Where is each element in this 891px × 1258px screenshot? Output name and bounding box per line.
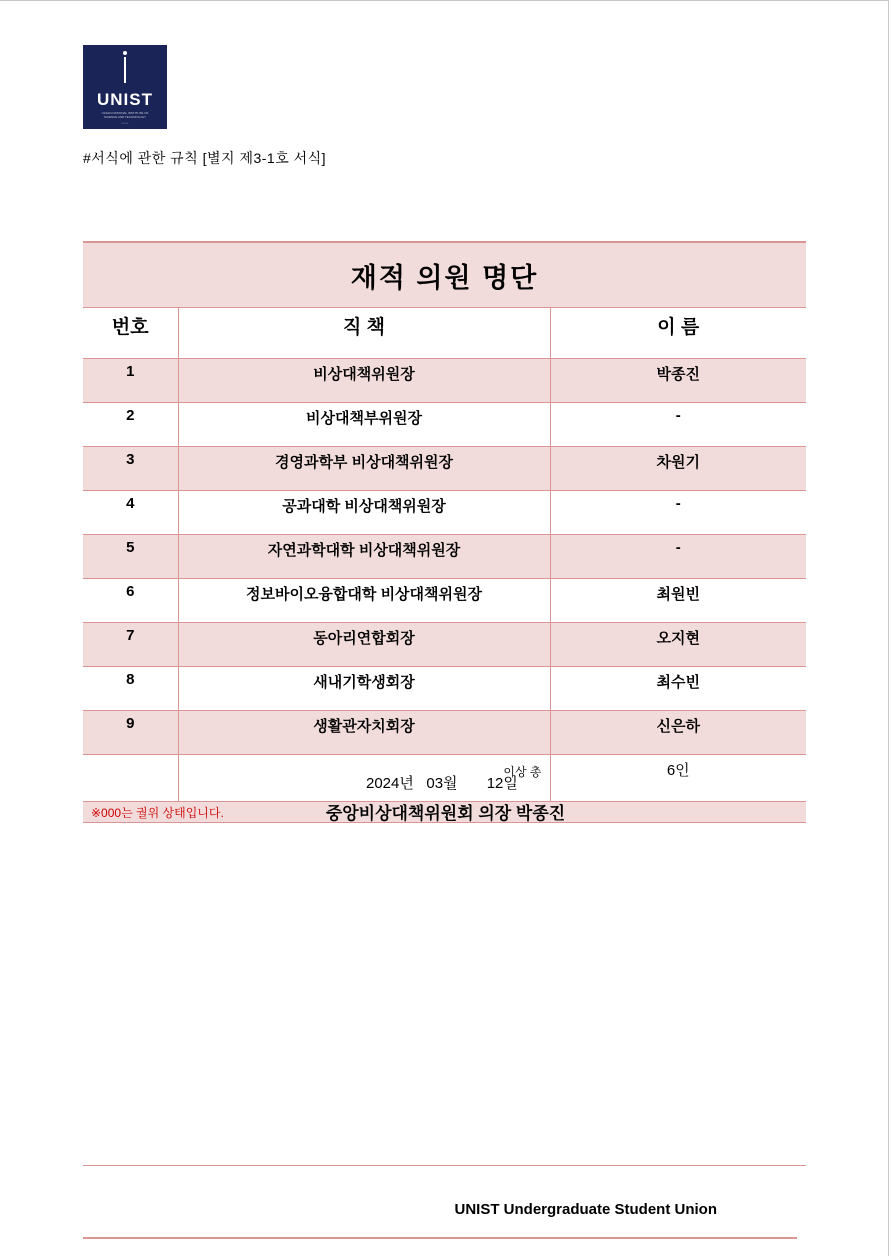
row-number: 1 (83, 359, 178, 403)
total-value: 6인 (550, 755, 806, 802)
row-number: 5 (83, 535, 178, 579)
unist-logo (83, 45, 167, 129)
footer-divider (83, 1165, 806, 1166)
form-reference: #서식에 관한 규칙 [별지 제3-1호 서식] (83, 150, 327, 166)
footer-bottom-divider (83, 1237, 797, 1239)
row-number: 7 (83, 623, 178, 667)
row-name: - (550, 491, 806, 535)
column-header-name: 이 름 (550, 308, 806, 359)
row-position: 경영과학부 비상대책위원장 (178, 447, 550, 491)
row-position: 정보바이오융합대학 비상대책위원장 (178, 579, 550, 623)
table-row (83, 535, 806, 579)
table-row (83, 359, 806, 403)
member-roster-table (83, 241, 806, 823)
row-number: 2 (83, 403, 178, 447)
table-row (83, 403, 806, 447)
row-name: 차원기 (550, 447, 806, 491)
svg-text:SCIENCE AND TECHNOLOGY: SCIENCE AND TECHNOLOGY (103, 115, 147, 119)
row-position: 공과대학 비상대책위원장 (178, 491, 550, 535)
row-name: 최수빈 (550, 667, 806, 711)
row-position: 동아리연합회장 (178, 623, 550, 667)
svg-text:• • • •: • • • • (121, 121, 129, 125)
row-position: 생활관자치회장 (178, 711, 550, 755)
row-position: 비상대책위원장 (178, 359, 550, 403)
footer-org-name: UNIST Undergraduate Student Union (454, 1201, 717, 1218)
table-row (83, 711, 806, 755)
header-row (83, 308, 806, 359)
signature-line: 중앙비상대책위원회 의장 박종진 (325, 804, 566, 823)
row-name: 최원빈 (550, 579, 806, 623)
row-number: 6 (83, 579, 178, 623)
row-name: 신은하 (550, 711, 806, 755)
total-label: 이상 총 (178, 755, 550, 802)
row-number: 3 (83, 447, 178, 491)
row-position: 새내기학생회장 (178, 667, 550, 711)
row-position: 비상대책부위원장 (178, 403, 550, 447)
row-name: 박종진 (550, 359, 806, 403)
roster-title: 재적 의원 명단 (83, 242, 806, 308)
document-date: 2024년 03월 12일 (366, 775, 518, 792)
row-number: 9 (83, 711, 178, 755)
row-name: - (550, 535, 806, 579)
column-header-number: 번호 (83, 308, 178, 359)
total-empty-cell (83, 755, 178, 802)
column-header-position: 직 책 (178, 308, 550, 359)
row-position: 자연과학대학 비상대책위원장 (178, 535, 550, 579)
table-row (83, 447, 806, 491)
row-number: 8 (83, 667, 178, 711)
row-name: 오지현 (550, 623, 806, 667)
row-number: 4 (83, 491, 178, 535)
unist-logo-graphic (83, 45, 167, 129)
svg-text:ULSAN NATIONAL INSTITUTE OF: ULSAN NATIONAL INSTITUTE OF (101, 111, 149, 115)
table-row (83, 491, 806, 535)
table-row (83, 579, 806, 623)
vacancy-note: ※000는 궐위 상태입니다. (83, 802, 806, 823)
table-row (83, 623, 806, 667)
table-row (83, 667, 806, 711)
row-name: - (550, 403, 806, 447)
logo-wordmark: UNIST (97, 90, 153, 109)
